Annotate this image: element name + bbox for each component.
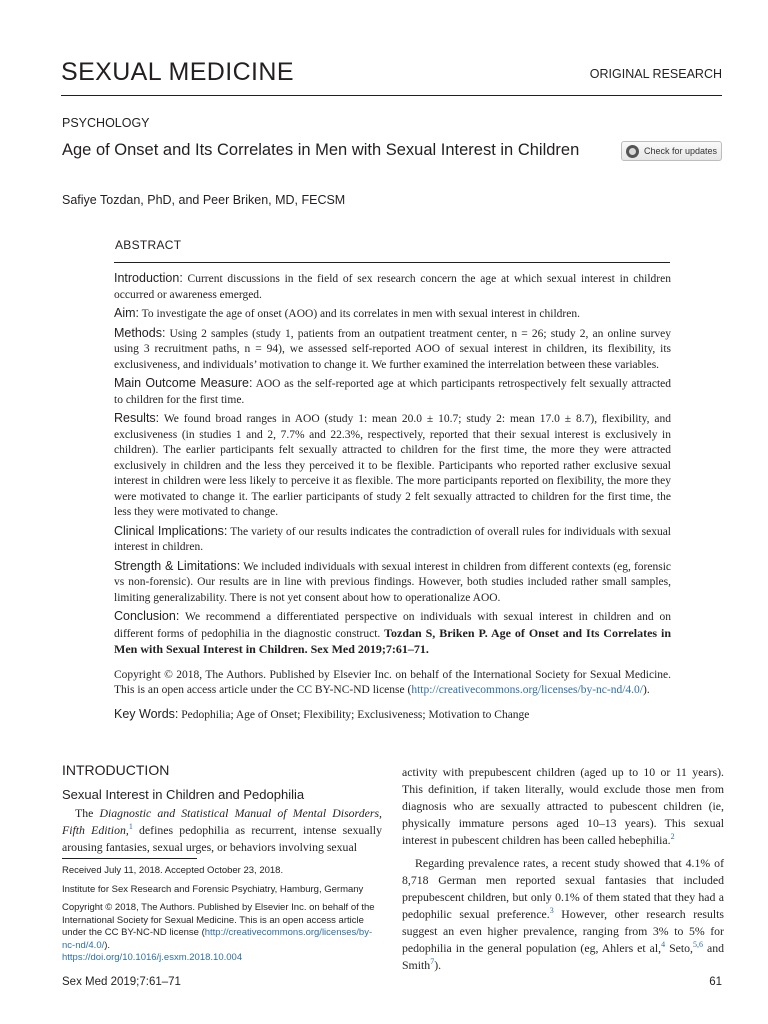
introduction-paragraph-2 xyxy=(402,855,724,974)
reference-link-7[interactable]: 7 xyxy=(430,957,435,967)
footnote-copyright xyxy=(62,902,382,965)
abstract-citation: Tozdan S, Briken P. Age of Onset and Its Correlates in Men with Sexual Interest in Children. Sex Med 2019;7:61–71. xyxy=(114,625,672,656)
abstract-clinical-text: The variety of our results indicates the contradiction of overall rules for individuals with sexual interest in children. xyxy=(114,525,672,553)
abstract-copyright-end: ). xyxy=(642,684,650,696)
abstract-results-text: We found broad ranges in AOO (study 1: mean 20.0 ± 10.7; study 2: mean 17.0 ± 8.7), flexibility, and exclusiveness (in studies 1 and 2, 7.7% and 22.3%, respectively, reported that their sexual interest is exclusively in children). The earlier participants felt sexually attracted to children for the first time, the more they were attracted exclusively in children and the less they perceived it to be flexible. Participants who reported rather exclusive sexual interest in children were less likely to perceive it as flexible. The more participants reported on flexibility, the more they were motivated to change it. The earlier participants of study 2 felt sexually attracted to children for the first time, the less they were motivated to change. xyxy=(114,413,671,518)
abstract-license-link[interactable]: http://creativecommons.org/licenses/by-nc-nd/4.0/ xyxy=(411,684,643,696)
abstract-results xyxy=(114,411,671,521)
abstract-conclusion-label: Conclusion: xyxy=(114,609,180,623)
abstract-clinical xyxy=(114,524,671,556)
check-for-updates-button[interactable] xyxy=(621,141,722,161)
footnote-copyright-end: ). xyxy=(104,939,111,951)
abstract-body xyxy=(114,271,671,726)
abstract-strengths xyxy=(114,559,671,607)
introduction-paragraph-1 xyxy=(62,805,382,856)
header-rule xyxy=(61,95,722,96)
intro-r2-text-d: and Smith xyxy=(402,941,725,972)
intro-p1-italic: Diagnostic and Statistical Manual of Mental Disorders, Fifth Edition, xyxy=(62,806,382,837)
intro-r2-text-e: ). xyxy=(434,958,442,972)
right-column xyxy=(402,764,724,974)
abstract-introduction-label: Introduction: xyxy=(114,271,183,285)
abstract-outcome-label: Main Outcome Measure: xyxy=(114,376,253,390)
abstract-outcome-text: AOO as the self-reported age at which participants retrospectively felt sexually attracted to children for the first time. xyxy=(114,378,671,406)
introduction-subheading: Sexual Interest in Children and Pedophilia xyxy=(62,787,305,802)
footnotes xyxy=(62,865,382,971)
reference-link-1[interactable]: 1 xyxy=(128,822,133,832)
intro-r2-text-b: However, other research results suggest an even higher prevalence, ranging from 3% to 5% for pedophilia in the general population (eg, Ahlers et al, xyxy=(402,907,724,955)
abstract-introduction xyxy=(114,271,671,303)
received-dates: Received July 11, 2018. Accepted October 23, 2018. xyxy=(62,865,284,876)
article-type-label: ORIGINAL RESEARCH xyxy=(589,67,722,81)
footnote-copyright-text: Copyright © 2018, The Authors. Published by Elsevier Inc. on behalf of the International Society for Sexual Medicine. This is an open access article under the CC BY-NC-ND license ( xyxy=(62,902,375,938)
page-number: 61 xyxy=(709,976,722,988)
abstract-heading: ABSTRACT xyxy=(115,238,182,252)
footer-citation: Sex Med 2019;7:61–71 xyxy=(62,976,181,988)
intro-r1-text: activity with prepubescent children (aged up to 10 or 11 years). This definition, if taken literally, would exclude those men from diagnosis who are sexually attracted to pubescent children (ie, physically immature persons aged 10–13 years). This sexual interest in pubescent children has been called hebephilia. xyxy=(402,765,724,847)
check-for-updates-label: Check for updates xyxy=(644,146,718,156)
journal-title: SEXUAL MEDICINE xyxy=(61,58,294,86)
left-column xyxy=(62,762,382,856)
abstract-keywords-text: Pedophilia; Age of Onset; Flexibility; Exclusiveness; Motivation to Change xyxy=(181,708,530,721)
abstract-keywords xyxy=(114,707,671,724)
abstract-strengths-label: Strength & Limitations: xyxy=(114,558,241,573)
abstract-top-rule xyxy=(114,262,670,263)
intro-r2-text-a: Regarding prevalence rates, a recent study showed that 4.1% of 8,718 German men reported sexual fantasies that included prepubescent children, but only 0.1% of them stated that they had a pedophilic sexual preference. xyxy=(402,856,724,921)
introduction-paragraph-1-continued xyxy=(402,764,724,849)
intro-p1-start: The xyxy=(75,806,100,820)
abstract-results-label: Results: xyxy=(114,411,160,425)
abstract-introduction-text: Current discussions in the field of sex research concern the age at which sexual interest in children occurred or awareness emerged. xyxy=(114,273,671,301)
author-list: Safiye Tozdan, PhD, and Peer Briken, MD, FECSM xyxy=(62,193,346,207)
abstract-aim xyxy=(114,306,671,323)
abstract-methods-text: Using 2 samples (study 1, patients from an outpatient treatment center, n = 26; study 2, an online survey using 3 recruitment paths, n = 94), we assessed self-reported AOO of sexual interest in children, its flexibility, its exclusiveness, and individuals’ motivation to change it. We further examined the interrelation between these variables. xyxy=(114,327,671,371)
check-for-updates-icon xyxy=(626,145,639,158)
introduction-heading: INTRODUCTION xyxy=(62,762,170,778)
abstract-keywords-label: Key Words: xyxy=(114,706,179,721)
affiliation: Institute for Sex Research and Forensic Psychiatry, Hamburg, Germany xyxy=(62,883,364,895)
intro-p1-end: defines pedophilia as recurrent, intense sexually arousing fantasies, sexual urges, or behaviors involving sexual xyxy=(62,823,382,854)
abstract-copyright-text: Copyright © 2018, The Authors. Published by Elsevier Inc. on behalf of the International Society for Sexual Medicine. This is an open access article under the CC BY-NC-ND license ( xyxy=(114,668,671,696)
abstract-conclusion-text: We recommend a differentiated perspective on individuals with sexual interest in children and on different forms of pedophilia in the diagnostic construct. xyxy=(114,611,672,640)
reference-link-3[interactable]: 3 xyxy=(549,906,554,916)
abstract-aim-text: To investigate the age of onset (AOO) and its correlates in men with sexual interest in children. xyxy=(141,308,580,320)
abstract-clinical-label: Clinical Implications: xyxy=(114,523,228,538)
reference-link-5-6[interactable]: 5,6 xyxy=(693,940,704,950)
abstract-conclusion xyxy=(114,609,671,659)
reference-link-4[interactable]: 4 xyxy=(661,940,666,950)
abstract-strengths-text: We included individuals with sexual interest in children from different contexts (eg, forensic vs non-forensic). Our results are in line with previous findings. However, both studies included rather small samples, limiting generalizability. There is not yet consent about how to operationalize AOO. xyxy=(114,560,672,604)
doi-link[interactable]: https://doi.org/10.1016/j.esxm.2018.10.004 xyxy=(62,952,243,963)
footnote-rule xyxy=(62,858,197,859)
abstract-methods xyxy=(114,326,671,374)
section-label: PSYCHOLOGY xyxy=(62,116,150,130)
abstract-outcome xyxy=(114,376,671,408)
abstract-methods-label: Methods: xyxy=(114,325,166,340)
abstract-aim-label: Aim: xyxy=(114,306,139,320)
reference-link-2[interactable]: 2 xyxy=(670,832,675,842)
article-title: Age of Onset and Its Correlates in Men with Sexual Interest in Children xyxy=(62,141,580,159)
abstract-copyright xyxy=(114,668,671,699)
intro-r2-text-c: Seto, xyxy=(665,941,694,955)
footnote-license-link[interactable]: http://creativecommons.org/licenses/by-nc-nd/4.0/ xyxy=(62,927,373,951)
